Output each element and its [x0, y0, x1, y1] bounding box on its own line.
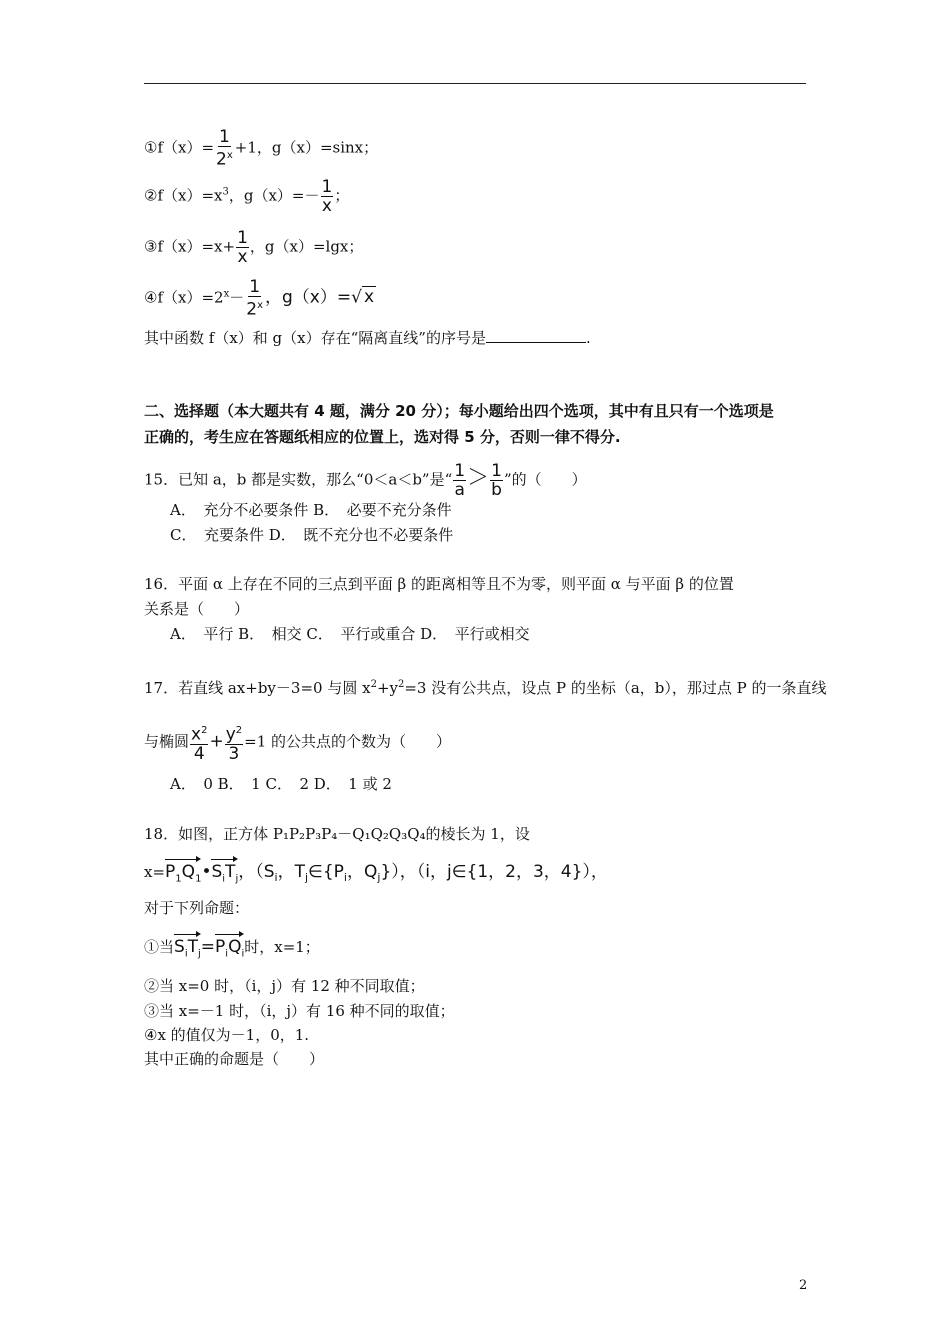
letter: P	[165, 862, 176, 882]
subscript: 1	[195, 873, 202, 885]
exponent: x	[257, 300, 263, 311]
subscript: i	[343, 871, 347, 884]
text: 与椭圆	[144, 732, 190, 751]
q14-item-2	[144, 178, 349, 215]
letter: S	[174, 937, 185, 957]
base: 2	[216, 149, 227, 170]
text: ∈{P	[308, 862, 344, 882]
fraction	[190, 722, 208, 763]
q15-stem	[144, 462, 587, 499]
denominator: 4	[193, 743, 205, 764]
fraction	[453, 462, 466, 499]
q15-options-cd: C． 充要条件 D． 既不充分也不必要条件	[170, 526, 454, 544]
q14-item-3	[144, 229, 363, 266]
numerator: 1	[237, 228, 248, 248]
denominator	[245, 297, 264, 319]
q18-stem: 18．如图，正方体 P₁P₂P₃P₄－Q₁Q₂Q₃Q₄的棱长为 1，设	[144, 825, 530, 843]
q16-stem-line1: 16．平面 α 上存在不同的三点到平面 β 的距离相等且不为零，则平面 α 与平面 β 的位置	[144, 575, 734, 593]
q18-proposition-1	[144, 933, 320, 964]
q18-proposition-3: ③当 x=－1 时，（i，j）有 16 种不同的取值；	[144, 1002, 455, 1020]
subscript: i	[222, 873, 226, 885]
letter: T	[187, 937, 198, 957]
numerator: 1	[491, 461, 502, 481]
text: x=	[144, 863, 166, 881]
text: ①f（x）=	[144, 138, 215, 157]
subscript: 1	[175, 873, 182, 885]
numerator	[190, 722, 208, 745]
q18-question: 其中正确的命题是（ ）	[144, 1050, 325, 1068]
text: +y	[376, 679, 398, 697]
denominator: x	[321, 196, 332, 216]
text: ④f（x）=2	[144, 288, 224, 307]
numerator	[225, 722, 243, 745]
text: .	[585, 329, 591, 347]
vector-siti	[174, 933, 201, 964]
text: +1，g（x）=sinx；	[234, 138, 379, 157]
text: ，T	[277, 862, 305, 882]
text: ，Q	[346, 862, 378, 882]
square-root: √ x	[351, 287, 374, 308]
text: 其中函数 f（x）和 g（x）存在“隔离直线”的序号是	[144, 329, 486, 347]
subscript: j	[197, 948, 201, 960]
q16-stem-line2: 关系是（ ）	[144, 600, 250, 618]
denominator: 3	[228, 743, 240, 764]
text: =1 的公共点的个数为（ ）	[244, 732, 452, 751]
variable: y	[225, 724, 236, 745]
page-number: 2	[799, 1278, 808, 1293]
q15-options-ab: A． 充分不必要条件 B． 必要不充分条件	[170, 501, 452, 519]
variable: x	[191, 724, 202, 745]
text: －	[229, 288, 245, 307]
exponent: 2	[370, 679, 377, 690]
text: 17．若直线 ax+by－3=0 与圆 x	[144, 679, 371, 697]
q18-proposition-4: ④x 的值仅为－1，0，1.	[144, 1026, 310, 1044]
fraction	[236, 229, 249, 266]
fraction	[245, 278, 264, 319]
text: 时，x=1；	[244, 938, 320, 956]
text: ；	[334, 186, 350, 205]
fraction	[215, 128, 234, 169]
letter: Q	[228, 937, 242, 957]
radicand: x	[363, 287, 374, 308]
q14-question	[144, 328, 591, 348]
text: ”的（ ）	[503, 470, 587, 489]
section-heading-line1: 二、选择题（本大题共有 4 题，满分 20 分）；每小题给出四个选项，其中有且只有一个选项是	[144, 402, 774, 420]
q18-intro: 对于下列命题：	[144, 899, 250, 917]
exponent: x	[226, 150, 233, 161]
exponent: 2	[397, 679, 405, 690]
equals: =	[200, 937, 216, 957]
text: ，g（x）=－	[228, 186, 320, 205]
subscript: j	[304, 871, 309, 884]
numerator: 1	[321, 177, 333, 197]
fraction	[490, 462, 503, 499]
text: ①当	[144, 938, 175, 956]
q14-item-4	[144, 278, 376, 319]
subscript: i	[274, 871, 278, 884]
answer-blank	[486, 328, 586, 343]
base: 2	[246, 299, 258, 320]
letter: P	[215, 937, 226, 957]
subscript: j	[377, 871, 381, 884]
section-heading-line2: 正确的，考生应在答题纸相应的位置上，选对得 5 分，否则一律不得分.	[144, 428, 621, 446]
subscript: i	[241, 948, 245, 960]
q18-definition	[144, 858, 608, 889]
subscript: j	[235, 873, 239, 885]
vector-p1q1	[165, 858, 201, 889]
exponent: 3	[222, 186, 229, 198]
vector-piqi	[215, 933, 244, 964]
letter: T	[225, 862, 236, 882]
letter: Q	[181, 862, 196, 882]
q17-options: A． 0 B． 1 C． 2 D． 1 或 2	[170, 775, 392, 793]
q17-stem-line1	[144, 675, 827, 698]
subscript: i	[184, 948, 188, 960]
header-rule	[144, 83, 806, 84]
numerator: 1	[249, 277, 261, 297]
text: =3 没有公共点，设点 P 的坐标（a，b），那过点 P 的一条直线	[404, 679, 827, 697]
text: }），（i，j∈{1，2，3，4}），	[380, 862, 608, 882]
dot-product: •	[201, 862, 212, 882]
text: ，（S	[238, 862, 275, 882]
text: 15．已知 a，b 都是实数，那么“0＜a＜b”是“	[144, 470, 453, 489]
fraction	[321, 178, 334, 215]
numerator: 1	[454, 461, 466, 481]
plus: +	[209, 731, 224, 752]
vector-siti	[211, 858, 238, 889]
text: ，g（x）=lgx；	[249, 237, 364, 256]
text: ③f（x）=x+	[144, 237, 236, 256]
text: ，g（x）=	[264, 287, 352, 308]
fraction	[225, 722, 243, 763]
denominator: a	[454, 480, 465, 500]
denominator: x	[237, 247, 248, 267]
letter: S	[211, 862, 223, 882]
exponent: 2	[201, 725, 208, 736]
q18-proposition-2: ②当 x=0 时，（i，j）有 12 种不同取值；	[144, 977, 425, 995]
denominator	[215, 147, 234, 169]
q14-item-1	[144, 128, 378, 169]
q17-stem-line2	[144, 722, 451, 763]
greater-than: ＞	[467, 465, 490, 491]
denominator: b	[491, 480, 502, 500]
subscript: i	[225, 948, 229, 960]
numerator: 1	[218, 127, 230, 147]
exponent: x	[223, 288, 230, 300]
exponent: 2	[235, 725, 243, 736]
text: ②f（x）=x	[144, 186, 223, 205]
q16-options: A． 平行 B． 相交 C． 平行或重合 D． 平行或相交	[170, 625, 530, 643]
